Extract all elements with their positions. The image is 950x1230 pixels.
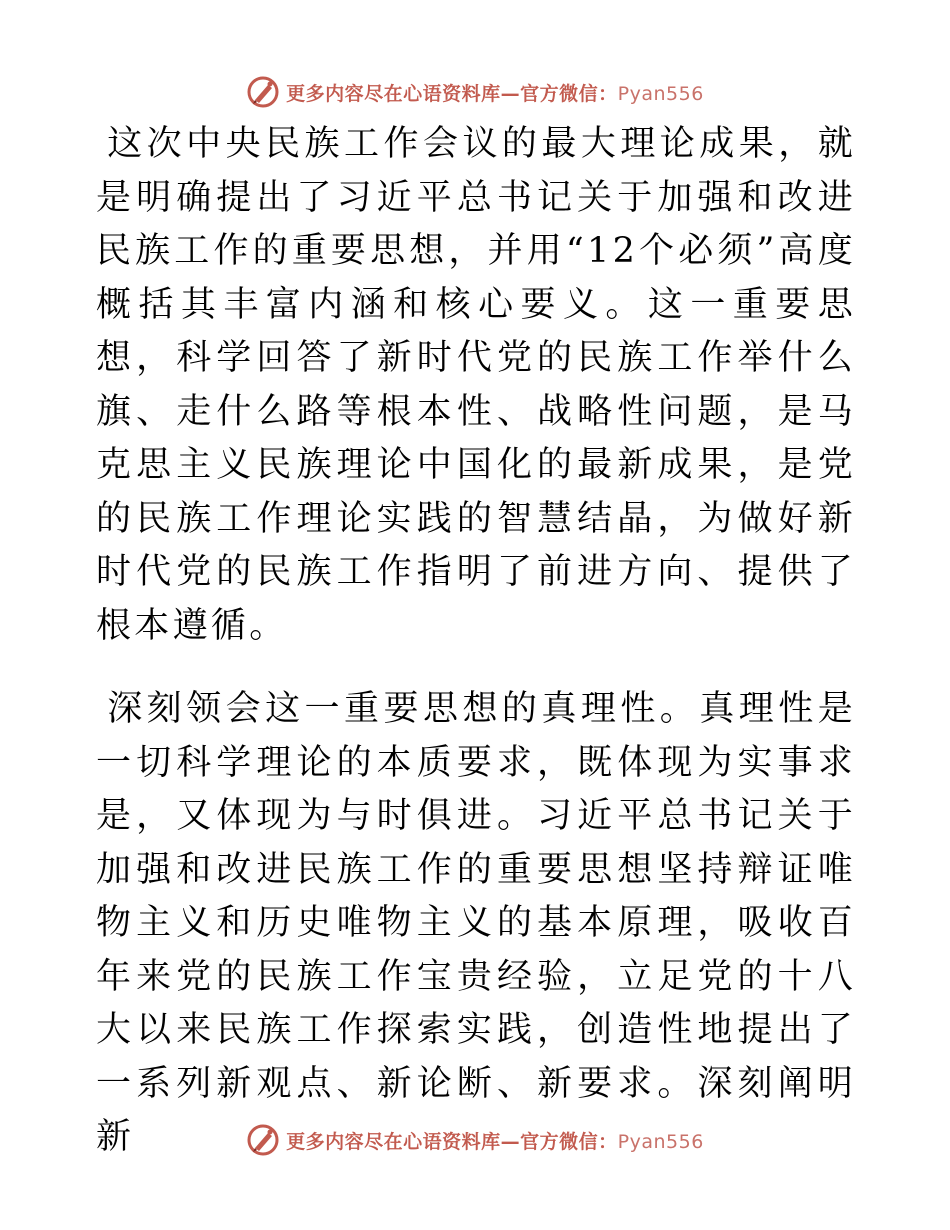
- pen-logo-icon: [246, 75, 280, 109]
- footer-banner-text: [286, 1127, 704, 1154]
- footer-banner-label: 更多内容尽在心语资料库—官方微信：: [286, 1130, 618, 1153]
- pen-logo-icon: [246, 1123, 280, 1157]
- paragraph-1: 这次中央民族工作会议的最大理论成果，就是明确提出了习近平总书记关于加强和改进民族工作的重要思想，并用“12个必须”高度概括其丰富内涵和核心要义。这一重要思想，科学回答了新时代党的民族工作举什么旗、走什么路等根本性、战略性问题，是马克思主义民族理论中国化的最新成果，是党的民族工作理论实践的智慧结晶，为做好新时代党的民族工作指明了前进方向、提供了根本遵循。: [96, 124, 856, 646]
- header-banner: [0, 72, 950, 112]
- header-banner-handle: Pyan556: [617, 82, 704, 105]
- header-banner-label: 更多内容尽在心语资料库—官方微信：: [286, 82, 618, 105]
- paragraph-2: 深刻领会这一重要思想的真理性。真理性是一切科学理论的本质要求，既体现为实事求是，又体现为与时俱进。习近平总书记关于加强和改进民族工作的重要思想坚持辩证唯物主义和历史唯物主义的基本原理，吸收百年来党的民族工作宝贵经验，立足党的十八大以来民族工作探索实践，创造性地提出了一系列新观点、新论断、新要求。深刻阐明新: [96, 689, 856, 1157]
- document-body: [96, 118, 856, 1165]
- footer-banner-handle: Pyan556: [617, 1130, 704, 1153]
- footer-banner: [0, 1120, 950, 1160]
- header-banner-text: [286, 79, 704, 106]
